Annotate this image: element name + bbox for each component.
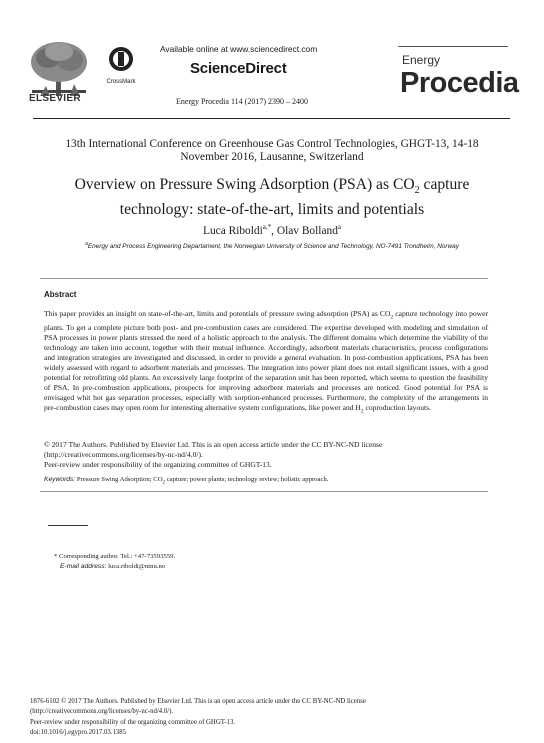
footer-peer-review: Peer-review under responsibility of the organizing committee of GHGT-13. [30, 718, 236, 726]
abstract-heading: Abstract [44, 290, 77, 299]
keywords-label: Keywords: [44, 476, 76, 483]
journal-logo-big: Procedia [400, 67, 519, 99]
keywords-text: Pressure Swing Adsorption; CO [75, 476, 163, 483]
peer-review-line: Peer-review under responsibility of the organizing committee of GHGT-13. [44, 460, 272, 470]
journal-citation: Energy Procedia 114 (2017) 2390 – 2400 [176, 97, 308, 106]
title-subscript: 2 [414, 185, 420, 197]
title-part: Overview on Pressure Swing Adsorption (PSA) as CO [74, 176, 415, 193]
crossmark-icon [108, 46, 134, 72]
publisher-name: ELSEVIER [29, 93, 81, 104]
crossmark-badge[interactable] [106, 46, 136, 85]
abstract-text: This paper provides an insight on state-of-the-art, limits and potentials of pressure swing adsorption (PSA) as CO [44, 309, 391, 318]
journal-logo-rule [398, 46, 508, 47]
abstract-body [44, 309, 488, 416]
page-footer [30, 697, 510, 738]
license-link[interactable]: (http://creativecommons.org/licenses/by-nc-nd/4.0/). [44, 450, 203, 460]
paper-title [40, 175, 504, 219]
copyright-line: © 2017 The Authors. Published by Elsevier Ltd. This is an open access article under the CC BY-NC-ND license [44, 440, 383, 449]
footnote-rule [48, 525, 88, 526]
keywords-bottom-rule [40, 491, 488, 492]
abstract-top-rule [40, 278, 488, 279]
footer-doi[interactable]: doi:10.1016/j.egypro.2017.03.1385 [30, 728, 127, 736]
affiliation-text: Energy and Process Engineering Departament, the Norwegian University of Science and Technology, NO-7491 Trondheim, Norway [87, 243, 459, 251]
sciencedirect-logo-text: ScienceDirect [190, 60, 287, 77]
keywords [44, 476, 488, 485]
corresponding-author: * Corresponding author. Tel.: +47-73593559. [54, 553, 176, 560]
abstract-subscript: 2 [360, 408, 364, 415]
footer-license-link[interactable]: (http://creativecommons.org/licenses/by-nc-nd/4.0/). [30, 708, 174, 716]
affiliation-mark: a [85, 241, 88, 247]
conference-line: 13th International Conference on Greenhouse Gas Control Technologies, GHGT-13, 14-18 November 2016, Lausanne, Switzerland [65, 138, 479, 163]
correspondence-footnote [54, 552, 175, 572]
available-online-text: Available online at www.sciencedirect.com [160, 44, 318, 54]
author-separator: , [271, 224, 277, 237]
keywords-subscript: 2 [162, 480, 166, 486]
author-affil-mark: a,* [262, 223, 272, 231]
title-part: capture technology: state-of-the-art, limits and potentials [119, 176, 470, 219]
abstract-subscript: 2 [390, 314, 394, 321]
author-list [40, 223, 504, 237]
author-affil-mark: a [337, 223, 342, 231]
header-divider [33, 118, 510, 119]
copyright-block [44, 440, 488, 470]
affiliation [40, 241, 504, 250]
email-line [54, 562, 175, 572]
abstract-text: coproduction layouts. [363, 402, 431, 412]
abstract-text: capture technology into power plants. To get a complete picture both post- and pre-combustion cases are considered. The expertise developed with modeling and simulation of PSA processes in power plants stressed the need of a holistic approach to the analysis. The different domains which determine the viability of the technology are taken into account, together with their mutual influence. Accordingly, adsorbent materials characteristics, process configurations and integration strategies are investigated and discussed, in order to provide a general evaluation. In post-combustion applications, PSA has been widely assessed with regard to adsorbent materials and processes. The integration into power plant does not entail significant issues, with a good potential for retrofitting old plants. An excessively large footprint of the separation unit has been reported, which seems to question the feasibility of PSA. In pre-combustion applications, prospects for improving adsorbent materials and processes are noticed. Good potential for PSA is envisaged whit hot gas separation processes, especially with sorption-enhanced processes. Furthermore, the complexity of the arrangements in pre-combustion cases may open room for interesting alternative system configurations, like power and H [44, 309, 488, 412]
author-name: Olav Bolland [276, 224, 338, 237]
journal-logo-small: Energy [402, 53, 441, 67]
email-address[interactable]: luca.riboldi@ntnu.no [106, 563, 166, 570]
email-label: E-mail address: [60, 563, 107, 570]
author-name: Luca Riboldi [202, 224, 263, 237]
crossmark-label: CrossMark [106, 79, 136, 85]
footer-issn-line: 1876-6102 © 2017 The Authors. Published by Elsevier Ltd. This is an open access article under the CC BY-NC-ND license [30, 698, 366, 705]
keywords-text: capture; power plants; technology review; holistic approach. [165, 476, 329, 483]
